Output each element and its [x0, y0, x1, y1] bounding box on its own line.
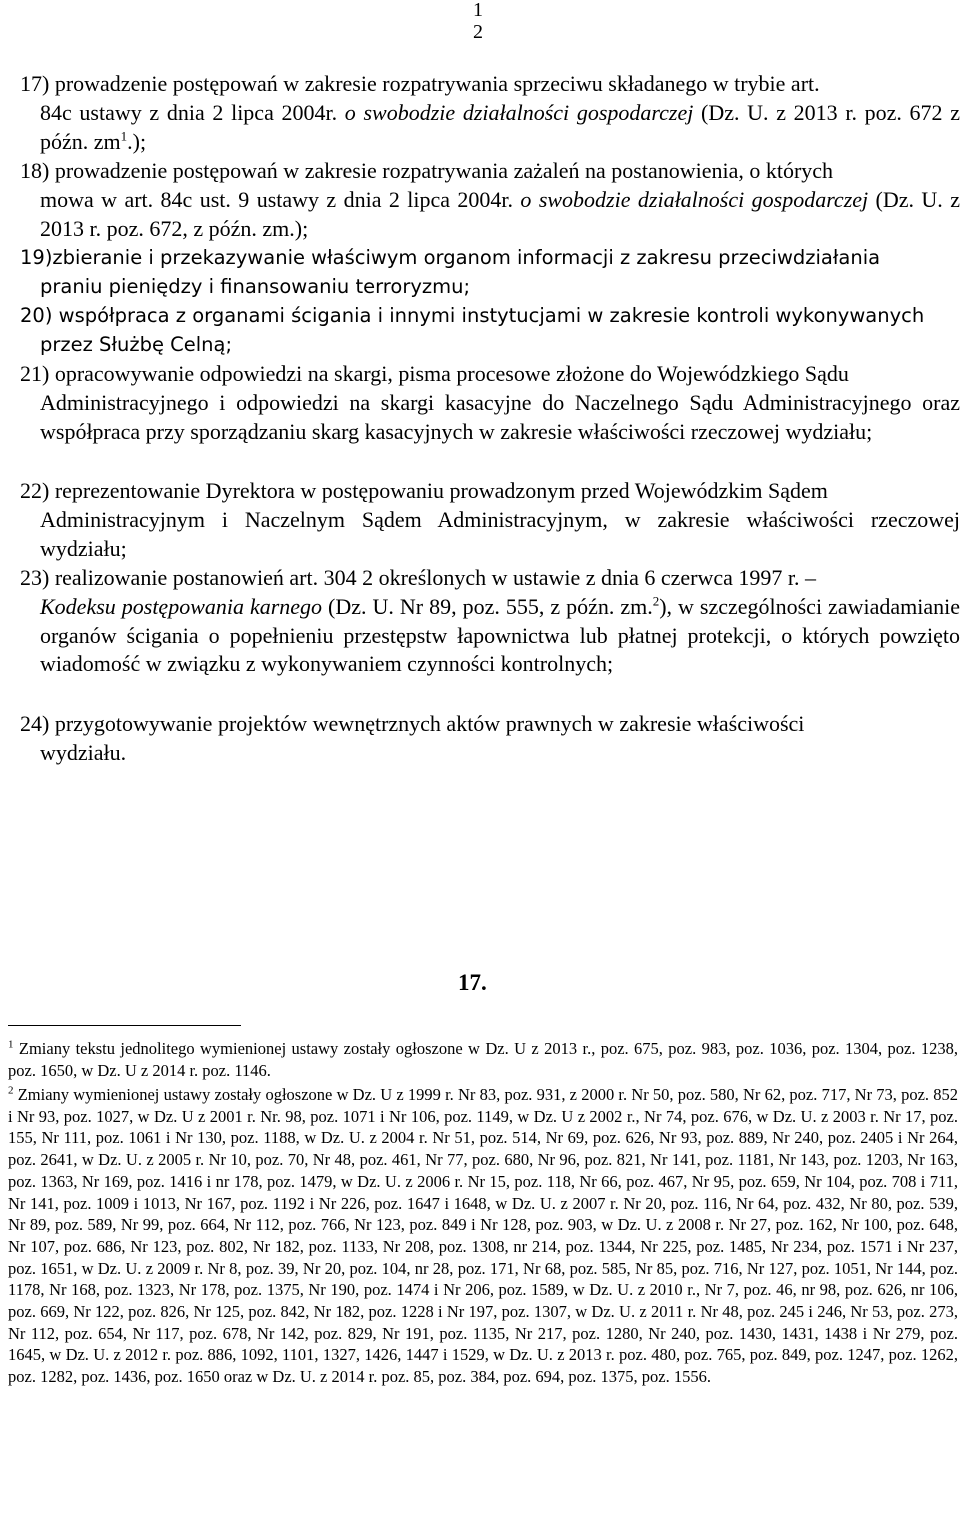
- footnote-text: Zmiany tekstu jednolitego wymienionej ustawy zostały ogłoszone w Dz. U z 2013 r., poz. 675, poz. 983, poz. 1036, poz. 1304, poz. 1238, poz. 1650, w Dz. U z 2014 r. poz. 1146.: [8, 1039, 958, 1080]
- item-number: 22): [20, 478, 50, 503]
- list-item-17: [20, 70, 960, 156]
- item-number: 18): [20, 158, 50, 183]
- list-item-21: [20, 360, 960, 446]
- footnote-ref[interactable]: 1: [120, 128, 128, 144]
- section-mark: 17.: [458, 970, 487, 995]
- item-number: 19): [20, 246, 53, 269]
- item-text: .);: [127, 128, 147, 154]
- footnote-ref[interactable]: 2: [652, 593, 660, 609]
- list-item-18: [20, 157, 960, 243]
- act-title: Kodeksu postępowania karnego: [40, 593, 323, 619]
- list-item-24: [20, 710, 960, 768]
- item-number: 24): [20, 711, 50, 736]
- item-text: opracowywanie odpowiedzi na skargi, pisma procesowe złożone do Wojewódzkiego Sądu: [54, 361, 849, 386]
- footnote-number: 2: [8, 1084, 14, 1097]
- item-text: wydziału.: [40, 739, 127, 765]
- list-item-23: [20, 564, 960, 679]
- item-text: 84c ustawy z dnia 2 lipca 2004r.: [40, 99, 345, 125]
- footnote-number: 1: [8, 1038, 14, 1051]
- page-number-2: 2: [473, 21, 483, 43]
- item-text: mowa w art. 84c ust. 9 ustawy z dnia 2 lipca 2004r.: [40, 186, 521, 212]
- footnote-1: [8, 1038, 958, 1081]
- item-text: Administracyjnym i Naczelnym Sądem Administracyjnym, w zakresie właściwości rzeczowej wydziału;: [40, 506, 960, 561]
- item-text: (Dz. U. Nr 89, poz. 555, z późn. zm.: [322, 593, 653, 619]
- footnote-separator: [8, 1025, 241, 1026]
- item-number: 23): [20, 565, 50, 590]
- item-text: Administracyjnego i odpowiedzi na skargi kasacyjne do Naczelnego Sądu Administracyjnego oraz współpraca przy sporządzaniu skarg kasacyjnych w zakresie właściwości rzeczowej wydziału;: [40, 389, 960, 444]
- footnote-text: Zmiany wymienionej ustawy zostały ogłoszone w Dz. U z 1999 r. Nr 83, poz. 931, z 2000 r. Nr 50, poz. 580, Nr 62, poz. 717, Nr 73, poz. 852 i Nr 93, poz. 1027, w Dz. U z 2001 r. Nr. 98, poz. 1071 i Nr 106, poz. 1149, w Dz. U z 2002 r., Nr 74, poz. 676, w Dz. U. z 2003 r. Nr 17, poz. 155, Nr 111, poz. 1061 i Nr 130, poz. 1188, w Dz. U. z 2004 r. Nr 51, poz. 514, Nr 69, poz. 626, Nr 93, poz. 889, Nr 240, poz. 2405 i Nr 264, poz. 2641, w Dz. U. z 2005 r. Nr 10, poz. 70, Nr 48, poz. 461, Nr 77, poz. 680, Nr 96, poz. 821, Nr 141, poz. 1181, Nr 143, poz. 1203, Nr 163, poz. 1363, Nr 169, poz. 1416 i nr 178, poz. 1479, w Dz. U. z 2006 r. Nr 15, poz. 118, Nr 66, poz. 467, Nr 95, poz. 659, Nr 104, poz. 708 i 711, Nr 141, poz. 1009 i 1013, Nr 167, poz. 1192 i Nr 226, poz. 1647 i 1648, w Dz. U. z 2007 r. Nr 20, poz. 116, Nr 64, poz. 432, Nr 80, poz. 539, Nr 89, poz. 589, Nr 99, poz. 664, Nr 112, poz. 766, Nr 123, poz. 849 i Nr 128, poz. 903, w Dz. U. z 2008 r. Nr 27, poz. 162, Nr 100, poz. 648, Nr 107, poz. 686, Nr 123, poz. 802, Nr 182, poz. 1133, Nr 208, poz. 1308, nr 214, poz. 1344, Nr 225, poz. 1485, Nr 234, poz. 1571 i Nr 237, poz. 1651, w Dz. U. z 2009 r. Nr 8, poz. 39, Nr 20, poz. 104, nr 28, poz. 171, Nr 68, poz. 585, Nr 85, poz. 716, Nr 127, poz. 1051, Nr 144, poz. 1178, Nr 168, poz. 1323, Nr 178, poz. 1375, Nr 190, poz. 1474 i Nr 206, poz. 1589, w Dz. U. z 2010 r., Nr 7, poz. 46, nr 98, poz. 626, nr 106, poz. 669, Nr 122, poz. 826, Nr 125, poz. 842, Nr 182, poz. 1228 i Nr 197, poz. 1307, w Dz. U. z 2011 r. Nr 48, poz. 245 i 246, Nr 53, poz. 273, Nr 112, poz. 654, Nr 117, poz. 678, Nr 142, poz. 829, Nr 191, poz. 1135, Nr 217, poz. 1280, Nr 240, poz. 1430, 1431, 1438 i Nr 279, poz. 1645, w Dz. U. z 2012 r. poz. 886, 1092, 1101, 1327, 1426, 1447 i 1529, w Dz. U. z 2013 r. poz. 480, poz. 765, poz. 849, poz. 1247, poz. 1262, poz. 1282, poz. 1436, poz. 1650 oraz w Dz. U. z 2014 r. poz. 85, poz. 384, poz. 694, poz. 1375, poz. 1556.: [8, 1085, 958, 1387]
- item-text: przygotowywanie projektów wewnętrznych aktów prawnych w zakresie właściwości: [54, 711, 805, 736]
- item-text: realizowanie postanowień art. 304 2 określonych w ustawie z dnia 6 czerwca 1997 r. –: [54, 565, 817, 590]
- item-text: przez Służbę Celną;: [40, 332, 233, 356]
- item-text: praniu pieniędzy i finansowaniu terroryzmu;: [40, 274, 471, 298]
- page-number-1: 1: [473, 0, 483, 21]
- item-number: 21): [20, 361, 50, 386]
- list-item-22: [20, 477, 960, 563]
- item-number: 20): [20, 304, 53, 327]
- footnote-2: [8, 1084, 958, 1388]
- item-text: prowadzenie postępowań w zakresie rozpatrywania sprzeciwu składanego w trybie art.: [54, 71, 820, 96]
- act-title: o swobodzie działalności gospodarczej: [344, 99, 694, 125]
- item-text: (Dz. U. z 2013 r. poz. 672 z późn. zm: [40, 99, 960, 154]
- item-text: współpraca z organami ścigania i innymi instytucjami w zakresie kontroli wykonywanych: [58, 304, 925, 327]
- item-text: ), w szczególności zawiadamianie organów ścigania o popełnieniu przestępstw łapownictwa lub płatnej protekcji, o których powzięto wiadomość w związku z wykonywaniem czynności kontrolnych;: [40, 593, 960, 677]
- item-text: prowadzenie postępowań w zakresie rozpatrywania zażaleń na postanowienia, o których: [54, 158, 834, 183]
- item-text: zbieranie i przekazywanie właściwym organom informacji z zakresu przeciwdziałania: [52, 246, 881, 269]
- act-title: o swobodzie działalności gospodarczej: [520, 186, 869, 212]
- list-item-20: [20, 302, 960, 360]
- item-number: 17): [20, 71, 50, 96]
- item-text: reprezentowanie Dyrektora w postępowaniu prowadzonym przed Wojewódzkim Sądem: [54, 478, 828, 503]
- item-text: (Dz. U. z 2013 r. poz. 672, z późn. zm.);: [40, 186, 960, 241]
- list-item-19: [20, 244, 960, 302]
